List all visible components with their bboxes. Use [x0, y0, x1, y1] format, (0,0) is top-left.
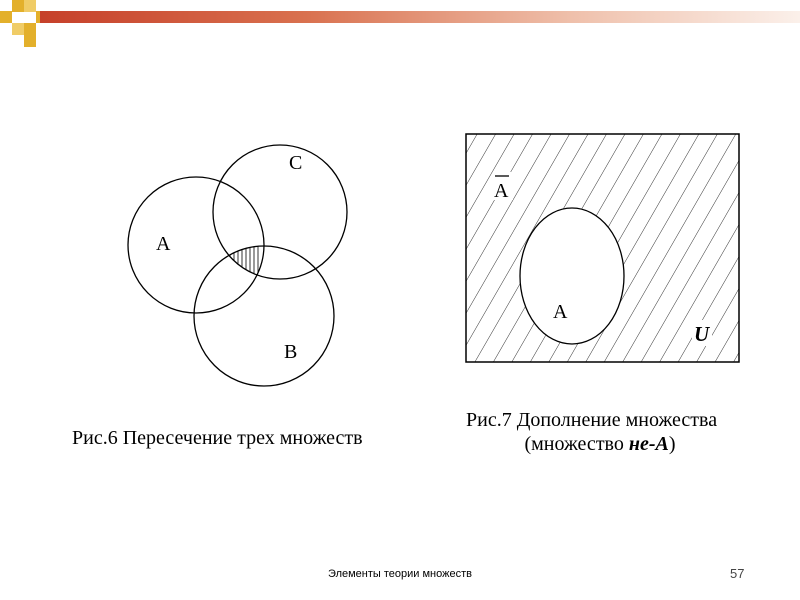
universe-label: U: [694, 322, 710, 346]
triple-intersection-hatch: [218, 200, 258, 300]
set-a-ellipse: [520, 208, 624, 344]
set-b-label: B: [284, 341, 298, 363]
complement-label: A: [494, 180, 509, 202]
figure-7-caption-line2: [466, 432, 734, 456]
page-number: 57: [730, 566, 745, 581]
slide-footer: Элементы теории множеств: [328, 568, 472, 580]
figure-7-caption: [466, 408, 734, 456]
set-c-label: C: [289, 152, 303, 174]
figure-6-caption: Рис.6 Пересечение трех множеств: [72, 427, 363, 449]
set-a-inner-label: A: [553, 301, 568, 323]
complement-diagram: [466, 134, 739, 362]
figure-7-caption-line1: Рис.7 Дополнение множества: [466, 409, 718, 431]
caption-suffix: ): [668, 433, 676, 455]
set-a-label: A: [156, 233, 171, 255]
set-b-circle: [194, 246, 334, 386]
set-c-circle: [213, 145, 347, 279]
caption-prefix: (множество: [524, 433, 629, 455]
set-a-circle: [128, 177, 264, 313]
venn-three-sets: [128, 145, 347, 386]
caption-italic-term: не-А: [628, 433, 669, 455]
